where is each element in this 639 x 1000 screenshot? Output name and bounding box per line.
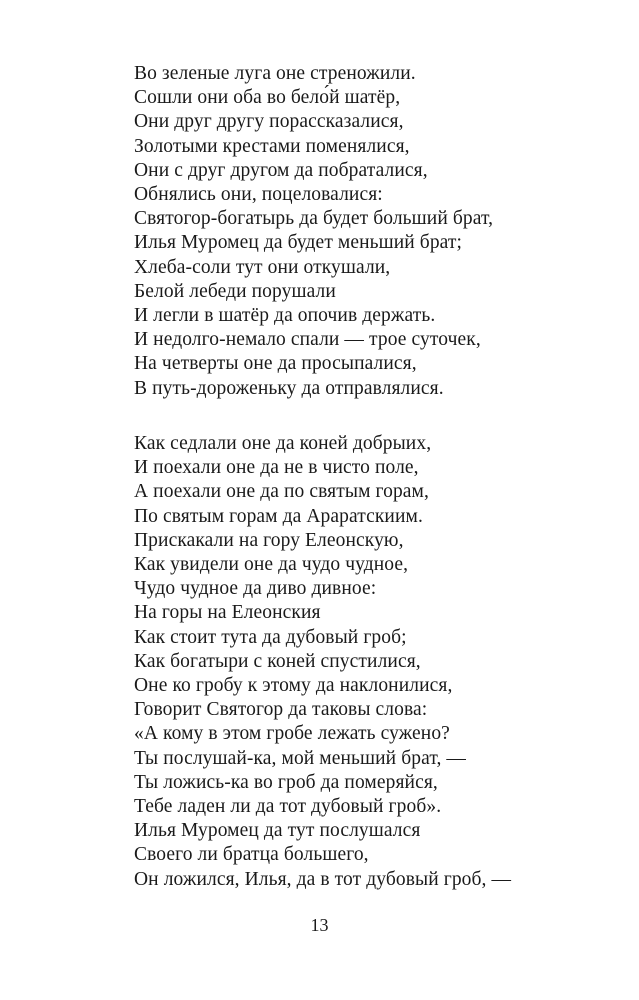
verse-line: Ты послушай-ка, мой меньший брат, — [134, 747, 467, 769]
verse-line: Оне ко гробу к этому да наклонилися, [134, 675, 453, 697]
verse-line: Илья Муромец да будет меньший брат; [134, 232, 463, 254]
verse-line: Чудо чудное да диво дивное: [134, 578, 377, 600]
verse-line: Прискакали на гору Елеонскую, [134, 529, 404, 551]
verse-line: Хлеба-соли тут они откушали, [134, 256, 391, 278]
stanza-1 [134, 62, 493, 401]
verse-line: Как богатыри с коней спустилися, [134, 650, 421, 672]
verse-line: Как седлали оне да коней добрыих, [134, 433, 432, 454]
verse-line: На горы на Елеонския [134, 602, 321, 624]
verse-line: Сошли они оба во бело́й шатёр, [134, 87, 401, 109]
verse-line: Он ложился, Илья, да в тот дубовый гроб, — [134, 868, 512, 890]
verse-line: И поехали оне да не в чисто поле, [134, 457, 419, 479]
verse-line: Тебе ладен ли да тот дубовый гроб». [134, 796, 442, 818]
verse-line: А поехали оне да по святым горам, [134, 481, 429, 503]
verse-line: Они друг другу порассказалися, [134, 111, 404, 133]
verse-line: Белой лебеди порушали [134, 280, 336, 302]
verse-line: Они с друг другом да побраталися, [134, 159, 428, 181]
verse-line: На четверты оне да просыпалися, [134, 353, 417, 375]
verse-line: Ты ложись-ка во гроб да померяйся, [134, 771, 438, 793]
page-number: 13 [310, 915, 329, 935]
verse-line: Говорит Святогор да таковы слова: [134, 699, 428, 721]
verse-line: По святым горам да Араратскиим. [134, 505, 423, 527]
verse-line: Обнялись они, поцеловалися: [134, 184, 383, 206]
verse-line: Золотыми крестами поменялися, [134, 135, 410, 157]
verse-line: Как увидели оне да чудо чудное, [134, 554, 409, 576]
verse-line: И легли в шатёр да опочив держать. [134, 305, 436, 327]
verse-line: «А кому в этом гробе лежать сужено? [134, 723, 450, 745]
verse-line: И недолго-немало спали — трое суточек, [134, 329, 481, 351]
verse-line: Святогор-богатырь да будет больший брат, [134, 208, 494, 230]
verse-line: Своего ли братца большего, [134, 844, 369, 866]
verse-line: В путь-дороженьку да отправлялися. [134, 377, 444, 399]
verse-line: Во зеленые луга оне стреножили. [134, 63, 416, 84]
verse-line: Илья Муромец да тут послушался [134, 820, 421, 842]
stanza-2 [134, 432, 511, 892]
verse-line: Как стоит тута да дубовый гроб; [134, 626, 407, 648]
